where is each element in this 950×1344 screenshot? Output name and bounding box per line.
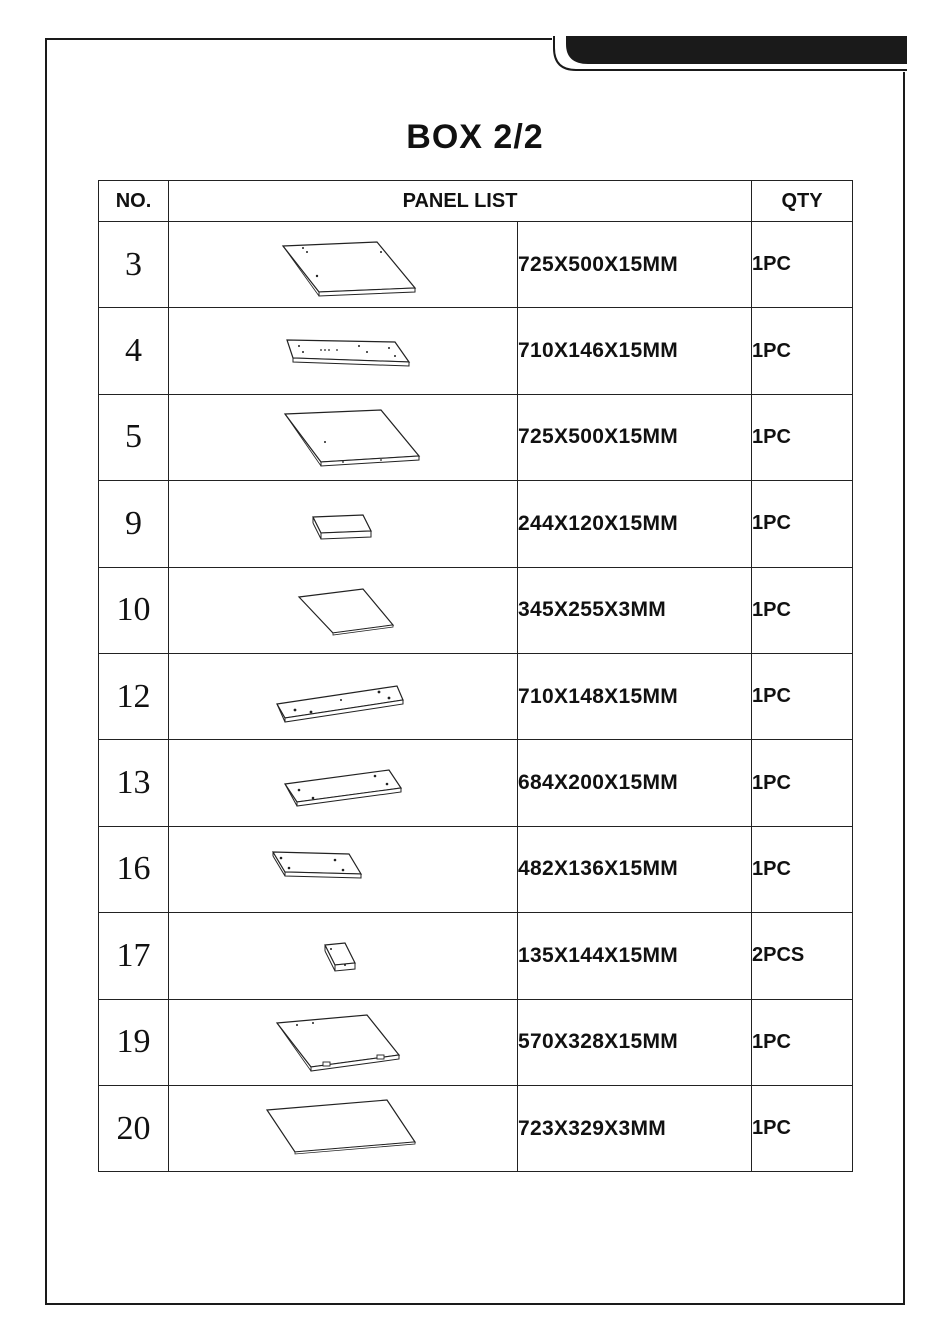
panel-dimensions: 723X329X3MM	[518, 1085, 752, 1171]
corner-tab-decoration	[552, 36, 907, 72]
header-no: NO.	[99, 181, 169, 222]
table-row	[99, 567, 853, 653]
panel-quantity: 2PCS	[752, 913, 853, 999]
panel-dimensions: 710X148X15MM	[518, 653, 752, 739]
table-row	[99, 308, 853, 394]
panel-quantity: 1PC	[752, 1085, 853, 1171]
panel-number: 19	[99, 999, 169, 1085]
panel-number: 12	[99, 653, 169, 739]
panel-quantity: 1PC	[752, 653, 853, 739]
panel-number: 13	[99, 740, 169, 826]
table-row	[99, 222, 853, 308]
panel-quantity: 1PC	[752, 222, 853, 308]
panel-quantity: 1PC	[752, 567, 853, 653]
table-header-row	[99, 181, 853, 222]
panel-quantity: 1PC	[752, 308, 853, 394]
table-row	[99, 394, 853, 480]
panel-number: 17	[99, 913, 169, 999]
panel-number: 16	[99, 826, 169, 912]
panel-long-board-icon	[169, 740, 518, 826]
panel-dimensions: 345X255X3MM	[518, 567, 752, 653]
panel-dimensions: 135X144X15MM	[518, 913, 752, 999]
table-row	[99, 653, 853, 739]
panel-drawer-board-icon	[169, 999, 518, 1085]
panel-dimensions: 725X500X15MM	[518, 394, 752, 480]
panel-dimensions: 570X328X15MM	[518, 999, 752, 1085]
panel-dimensions: 725X500X15MM	[518, 222, 752, 308]
panel-dimensions: 482X136X15MM	[518, 826, 752, 912]
panel-thin-back-sheet-icon	[169, 1085, 518, 1171]
panel-quantity: 1PC	[752, 394, 853, 480]
page-title: BOX 2/2	[406, 118, 544, 156]
header-panel-list: PANEL LIST	[169, 181, 752, 222]
panel-number: 3	[99, 222, 169, 308]
panel-square-block-icon	[169, 913, 518, 999]
panel-small-block-icon	[169, 481, 518, 567]
panel-dimensions: 244X120X15MM	[518, 481, 752, 567]
panel-thin-sheet-icon	[169, 567, 518, 653]
panel-number: 5	[99, 394, 169, 480]
panel-dimensions: 684X200X15MM	[518, 740, 752, 826]
header-qty: QTY	[752, 181, 853, 222]
panel-quantity: 1PC	[752, 826, 853, 912]
table-row	[99, 913, 853, 999]
panel-long-strip-icon	[169, 308, 518, 394]
panel-number: 20	[99, 1085, 169, 1171]
table-row	[99, 481, 853, 567]
table-row	[99, 1085, 853, 1171]
panel-large-flat-icon	[169, 222, 518, 308]
table-row	[99, 826, 853, 912]
panel-number: 4	[99, 308, 169, 394]
panel-long-board-icon	[169, 653, 518, 739]
panel-number: 9	[99, 481, 169, 567]
panel-quantity: 1PC	[752, 481, 853, 567]
table-row	[99, 740, 853, 826]
panel-dimensions: 710X146X15MM	[518, 308, 752, 394]
panel-quantity: 1PC	[752, 999, 853, 1085]
panel-quantity: 1PC	[752, 740, 853, 826]
table-row	[99, 999, 853, 1085]
panel-medium-board-icon	[169, 826, 518, 912]
panel-list-table	[98, 180, 853, 1172]
panel-number: 10	[99, 567, 169, 653]
panel-large-flat-icon	[169, 394, 518, 480]
